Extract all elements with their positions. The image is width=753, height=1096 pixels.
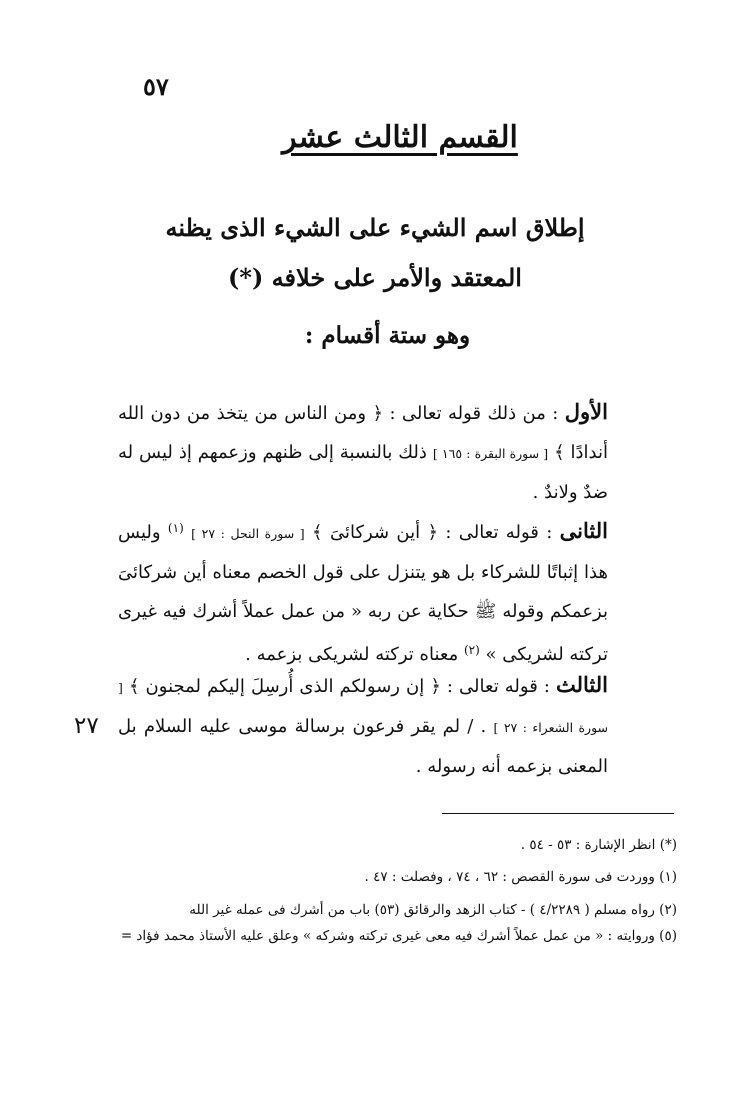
chapter-title-line-1: إطلاق اسم الشيء على الشيء الذى يظنه (165, 213, 585, 242)
paragraph-text: : قوله تعالى : ﴿ إن رسولكم الذى أُرسِلَ إليكم لمجنون ﴾ (128, 676, 550, 697)
page-number: ٥٧ (143, 72, 169, 101)
chapter-title (140, 203, 610, 303)
margin-page-number: ٢٧ (74, 713, 99, 739)
footnote-divider (442, 813, 674, 814)
intro-line: وهو ستة أقسام : (304, 322, 471, 349)
paragraph-first (118, 392, 608, 512)
paragraph-text: . / لم يقر فرعون برسالة موسى عليه السلام بل المعنى بزعمه أنه رسوله . (118, 716, 608, 777)
quran-reference: [ سورة النحل : ٢٧ ] (191, 526, 305, 541)
paragraph-third (118, 665, 608, 786)
section-title: القسم الثالث عشر (282, 120, 518, 155)
footnote-marker: (٢) (463, 643, 480, 657)
paragraph-text: ذلك بالنسبة إلى ظنهم وزعمهم إذ ليس له ضدٌ ولاندٌ . (118, 442, 608, 503)
quran-reference: [ سورة البقرة : ١٦٥ ] (432, 446, 549, 461)
paragraph-text: : قوله تعالى : ﴿ أين شركائىَ ﴾ (312, 522, 553, 543)
paragraph-lead: الأول (564, 399, 608, 424)
paragraph-text: وليس هذا إثباتًا للشركاء بل هو يتنزل على قول الخصم معناه أين شركائىَ بزعمكم وقوله ﷺ حكاية عن ربه « من عمل عملاً أشرك فيه غيرى تركته لشريكى » (118, 522, 608, 665)
chapter-title-line-2: المعتقد والأمر على خلافه (*) (228, 263, 522, 292)
footnote: (*) انظر الإشارة : ٥٣ - ٥٤ . (520, 837, 677, 853)
quran-reference: [ سورة الشعراء : ٢٧ ] (118, 680, 609, 735)
footnote: (٢) رواه مسلم ( ٤/٢٢٨٩ ) - كتاب الزهد والرقائق (٥٣) باب من أشرك فى عمله غير الله (189, 902, 677, 918)
paragraph-lead: الثانى (559, 518, 608, 543)
footnote: (٥) وروايته : « من عمل عملاً أشرك فيه معى غيرى تركته وشركه » وعلق عليه الأستاذ محمد فؤاد = (120, 928, 677, 944)
footnote-marker: (١) (167, 521, 184, 535)
paragraph-lead: الثالث (555, 672, 608, 697)
paragraph-second (118, 509, 608, 674)
paragraph-text: : من ذلك قوله تعالى : ﴿ ومن الناس من يتخذ من دون الله أندادًا ﴾ (118, 403, 608, 463)
paragraph-text: معناه تركته لشريكى بزعمه . (245, 644, 459, 665)
footnote: (١) ووردت فى سورة القصص : ٦٢ ، ٧٤ ، وفصلت : ٤٧ . (364, 869, 677, 885)
